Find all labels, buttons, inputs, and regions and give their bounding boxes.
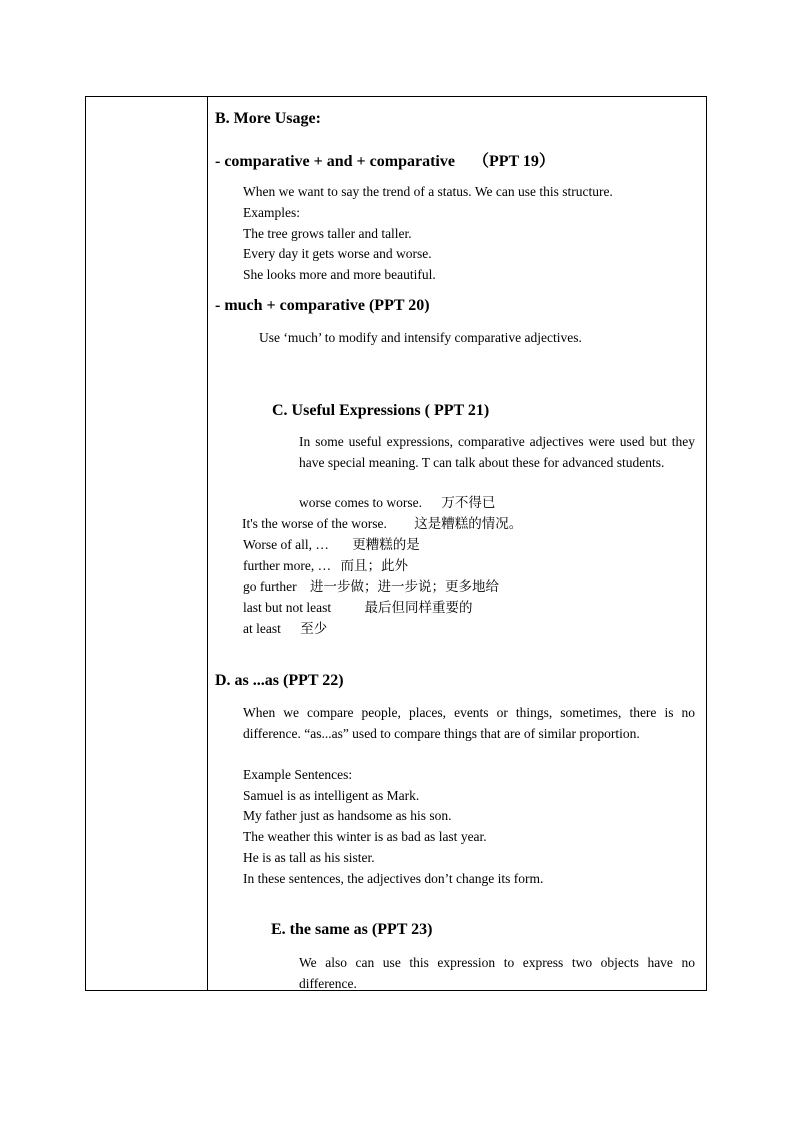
expression-en: Worse of all, …	[243, 537, 329, 552]
sub1-ppt-ref: （PPT 19）	[472, 153, 555, 170]
sub1-line: The tree grows taller and taller.	[243, 226, 412, 241]
sub1-line: Every day it gets worse and worse.	[243, 246, 432, 261]
expression-row	[243, 536, 420, 554]
lesson-table	[85, 96, 707, 991]
expression-row	[243, 578, 499, 596]
section-d-line: He is as tall as his sister.	[243, 850, 375, 865]
expression-en: It's the worse of the worse.	[242, 516, 387, 531]
expression-en: further more, …	[243, 558, 332, 573]
expression-row	[243, 557, 408, 575]
expression-en: last but not least	[243, 600, 332, 615]
section-d-title: D. as ...as (PPT 22)	[215, 672, 344, 689]
expression-cn: 最后但同样重要的	[364, 600, 473, 616]
sub2-line: Use ‘much’ to modify and intensify comparative adjectives.	[259, 330, 582, 345]
expression-cn: 这是糟糕的情况。	[414, 516, 523, 532]
sub1-line: When we want to say the trend of a status. We can use this structure.	[243, 184, 613, 199]
section-d-line: Samuel is as intelligent as Mark.	[243, 788, 420, 803]
expression-en: go further	[243, 579, 297, 594]
section-b-sub2-heading: - much + comparative (PPT 20)	[215, 297, 430, 314]
section-c-intro: In some useful expressions, comparative adjectives were used but they have special meaning. T can talk about these for advanced students.	[299, 434, 695, 470]
section-d-line: In these sentences, the adjectives don’t change its form.	[243, 871, 544, 886]
expression-cn: 进一步做；进一步说；更多地给	[309, 579, 499, 595]
section-d-line: The weather this winter is as bad as last year.	[243, 829, 487, 844]
section-e-title: E. the same as (PPT 23)	[271, 921, 433, 938]
sub1-line: She looks more and more beautiful.	[243, 267, 436, 282]
section-b-title: B. More Usage:	[215, 110, 321, 127]
expression-cn: 而且；此外	[340, 558, 408, 574]
expression-row	[299, 494, 495, 512]
section-d-line: My father just as handsome as his son.	[243, 808, 452, 823]
expression-cn: 万不得已	[441, 495, 496, 511]
expression-en: worse comes to worse.	[299, 495, 422, 510]
sub1-line: Examples:	[243, 205, 300, 220]
sub1-heading-text: - comparative + and + comparative	[215, 153, 455, 170]
expression-row	[242, 515, 522, 533]
expression-cn: 更糟糕的是	[352, 537, 420, 553]
expression-cn: 至少	[300, 621, 328, 637]
expression-row	[243, 599, 473, 617]
section-d-intro: When we compare people, places, events or things, sometimes, there is no difference. “as...as” used to compare things that are of similar proportion.	[243, 705, 695, 741]
section-e-intro: We also can use this expression to express two objects have no difference.	[299, 955, 695, 991]
section-d-line: Example Sentences:	[243, 767, 353, 782]
section-b-sub1-heading	[215, 152, 555, 172]
section-c-title: C. Useful Expressions ( PPT 21)	[272, 402, 490, 419]
expression-en: at least	[243, 621, 281, 636]
table-left-column	[86, 97, 208, 990]
expression-row	[243, 620, 327, 638]
